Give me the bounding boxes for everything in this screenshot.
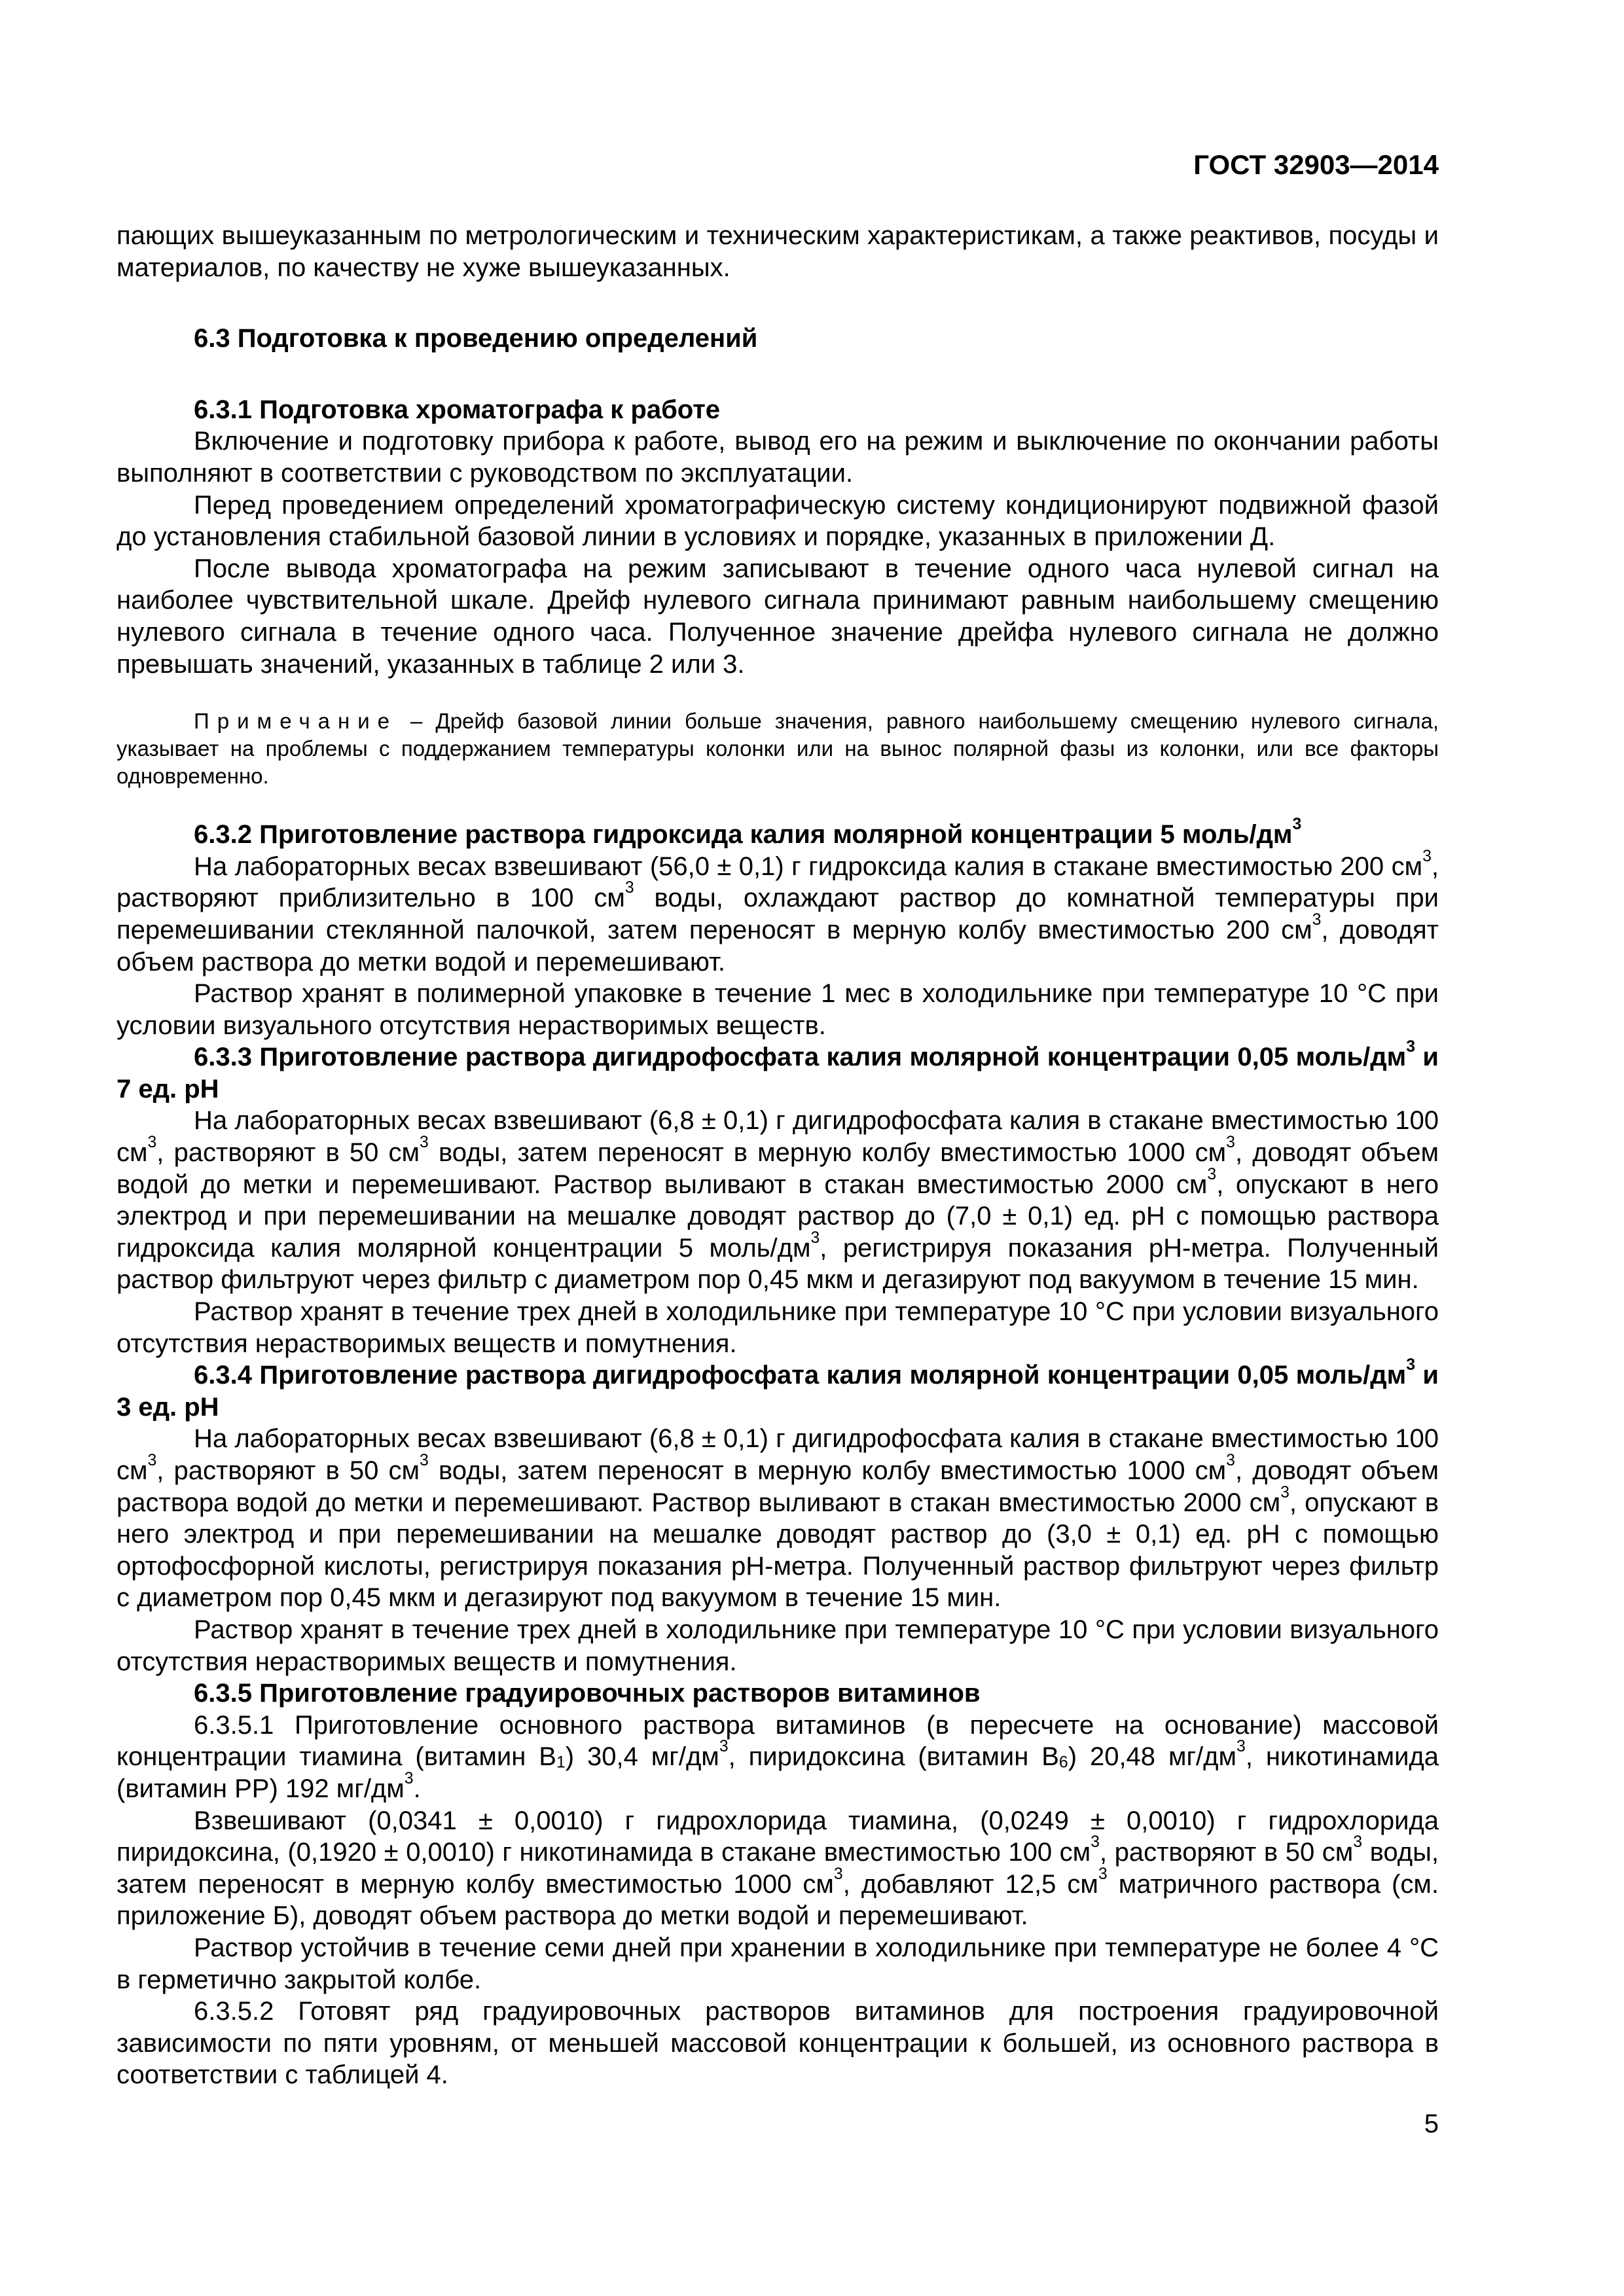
paragraph-6-3-5-3: Раствор устойчив в течение семи дней при хранении в холодильнике при температуре не более 4 °С в герметично закрытой колбе. <box>117 1933 1439 1994</box>
paragraph-6-3-5-1: 6.3.5.1 Приготовление основного раствора витаминов (в пересчете на основание) массовой концентрации тиамина (витамин $B_1$) 30,4 $мг/дм^3$, пиридоксина (витамин $B_6$) 20,48 $мг/дм^3$, никотинамида (витамин PP) 192 $мг/дм^3$. <box>117 1710 1439 1803</box>
section-6-3-4-heading: 6.3.4 Приготовление раствора дигидрофосфата калия молярной концентрации 0,05 моль/$дм^3$ и 3 ед. рН <box>117 1356 1439 1422</box>
document-body <box>117 220 1439 2091</box>
paragraph-6-3-2-2: Раствор хранят в полимерной упаковке в течение 1 мес в холодильнике при температуре 10 °С при условии визуального отсутствия нерастворимых веществ. <box>117 979 1439 1040</box>
paragraph-6-3-4-2: Раствор хранят в течение трех дней в холодильнике при температуре 10 °С при условии визуального отсутствия нерастворимых веществ и помутнения. <box>117 1615 1439 1676</box>
paragraph-6-3-1-1: Включение и подготовку прибора к работе, вывод его на режим и выключение по окончании работы выполняют в соответствии с руководством по эксплуатации. <box>117 427 1439 488</box>
paragraph-6-3-5-2: Взвешивают (0,0341 ± 0,0010) г гидрохлорида тиамина, (0,0249 ± 0,0010) г гидрохлорида пиридоксина, (0,1920 ± 0,0010) г никотинамида в стакане вместимостью 100 $см^3$, растворяют в 50 $см^3$ воды, затем переносят в мерную колбу вместимостью 1000 $см^3$, добавляют 12,5 $см^3$ матричного раствора (см. приложение Б), доводят объем раствора до метки водой и перемешивают. <box>117 1806 1439 1931</box>
paragraph-6-3-5-4: 6.3.5.2 Готовят ряд градуировочных растворов витаминов для построения градуировочной зависимости по пяти уровням, от меньшей массовой концентрации к большей, из основного раствора в соответствии с таблицей 4. <box>117 1997 1439 2090</box>
paragraph-6-3-1-2: Перед проведением определений хроматографическую систему кондиционируют подвижной фазой до установления стабильной базовой линии в условиях и порядке, указанных в приложении Д. <box>117 490 1439 552</box>
note-6-3-1 <box>117 708 1439 790</box>
section-6-3-2-heading: 6.3.2 Приготовление раствора гидроксида калия молярной концентрации 5 моль/$дм^3$ <box>194 816 1302 850</box>
section-6-3-1-heading: 6.3.1 Подготовка хроматографа к работе <box>194 395 721 424</box>
section-6-3-3-heading: 6.3.3 Приготовление раствора дигидрофосфата калия молярной концентрации 0,05 моль/$дм^3$ и 7 ед. рН <box>117 1038 1439 1103</box>
paragraph-6-3-2-1: На лабораторных весах взвешивают (56,0 ± 0,1) г гидроксида калия в стакане вместимостью 200 $см^3$, растворяют приблизительно в 100 $см^3$ воды, охлаждают раствор до комнатной температуры при перемешивании стеклянной палочкой, затем переносят в мерную колбу вместимостью 200 $см^3$, доводят объем раствора до метки водой и перемешивают. <box>117 847 1439 977</box>
section-6-3-heading: 6.3 Подготовка к проведению определений <box>194 324 758 353</box>
page-number: 5 <box>1424 2109 1439 2138</box>
paragraph-6-3-4-1: На лабораторных весах взвешивают (6,8 ± 0,1) г дигидрофосфата калия в стакане вместимостью 100 $см^3$, растворяют в 50 $см^3$ воды, затем переносят в мерную колбу вместимостью 1000 $см^3$, доводят объем раствора водой до метки и перемешивают. Раствор выливают в стакан вместимостью 2000 $см^3$, опускают в него электрод и при перемешивании на мешалке доводят раствор до (3,0 ± 0,1) ед. рН с помощью ортофосфорной кислоты, регистрируя показания рН-метра. Полученный раствор фильтруют через фильтр с диаметром пор 0,45 мкм и дегазируют под вакуумом в течение 15 мин. <box>117 1424 1439 1613</box>
intro-paragraph: пающих вышеуказанным по метрологическим и техническим характеристикам, а также реактивов, посуды и материалов, по качеству не хуже вышеуказанных. <box>117 221 1439 282</box>
note-label: Примечание <box>194 709 398 734</box>
section-6-3-5-heading: 6.3.5 Приготовление градуировочных растворов витаминов <box>194 1679 981 1708</box>
paragraph-6-3-1-3: После вывода хроматографа на режим записывают в течение одного часа нулевой сигнал на наиболее чувствительной шкале. Дрейф нулевого сигнала принимают равным наибольшему смещению нулевого сигнала в течение одного часа. Полученное значение дрейфа нулевого сигнала не должно превышать значений, указанных в таблице 2 или 3. <box>117 554 1439 679</box>
paragraph-6-3-3-1: На лабораторных весах взвешивают (6,8 ± 0,1) г дигидрофосфата калия в стакане вместимостью 100 $см^3$, растворяют в 50 $см^3$ воды, затем переносят в мерную колбу вместимостью 1000 $см^3$, доводят объем водой до метки и перемешивают. Раствор выливают в стакан вместимостью 2000 $см^3$, опускают в него электрод и при перемешивании на мешалке доводят раствор до (7,0 ± 0,1) ед. рН с помощью раствора гидроксида калия молярной концентрации 5 моль/$дм^3$, регистрируя показания рН-метра. Полученный раствор фильтруют через фильтр с диаметром пор 0,45 мкм и дегазируют под вакуумом в течение 15 мин. <box>117 1106 1439 1295</box>
note-text: – Дрейф базовой линии больше значения, равного наибольшему смещению нулевого сигнала, указывает на проблемы с поддержанием температуры колонки или на вынос полярной фазы из колонки, или все факторы одновременно. <box>117 709 1439 789</box>
document-id-header: ГОСТ 32903—2014 <box>1193 149 1439 180</box>
paragraph-6-3-3-2: Раствор хранят в течение трех дней в холодильнике при температуре 10 °С при условии визуального отсутствия нерастворимых веществ и помутнения. <box>117 1297 1439 1358</box>
